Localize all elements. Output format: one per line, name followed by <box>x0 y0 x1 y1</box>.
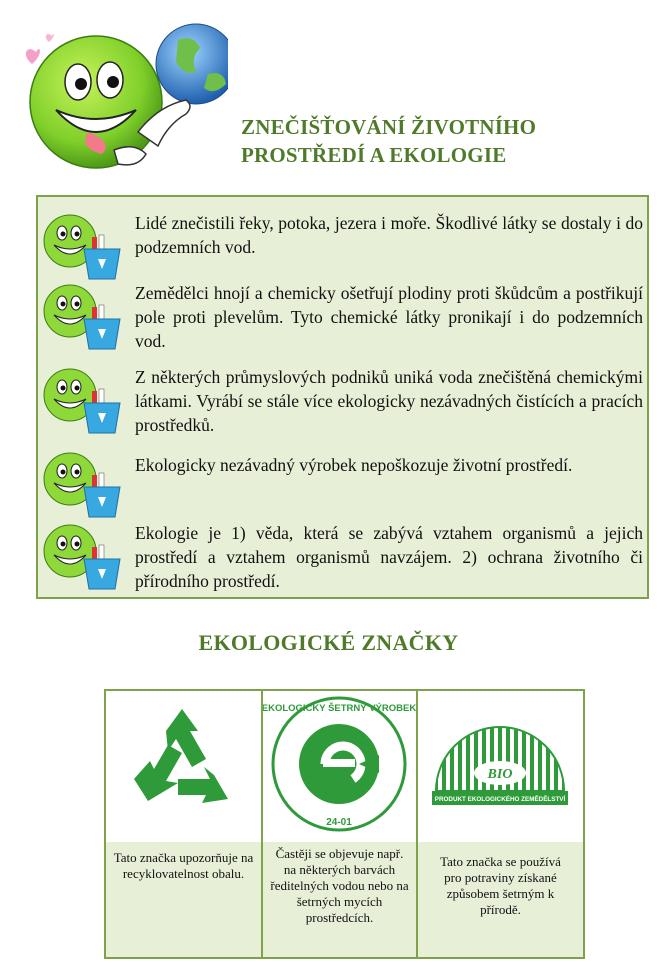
info-text: Lidé znečistili řeky, potoka, jezera i moře. Škodlivé látky se dostaly i do podzemních vod. <box>135 213 643 257</box>
eco-signs-table <box>104 689 585 959</box>
section-title: EKOLOGICKÉ ZNAČKY <box>198 630 459 655</box>
caption-cell <box>418 842 583 957</box>
recycling-symbol-icon <box>106 691 261 841</box>
recycling-smiley-icon <box>42 211 124 281</box>
recycling-smiley-icon <box>42 521 124 591</box>
bio-product-icon <box>418 691 583 841</box>
smiley-globe-illustration <box>18 14 228 174</box>
sign-caption: Častěji se objevuje např. na některých barvách ředitelných vodou nebo na šetrných mycích prostředcích. <box>270 846 409 925</box>
sign-caption: Tato značka se používá pro potraviny získané způsobem šetrným k přírodě. <box>440 854 561 917</box>
logo-cell <box>418 691 583 842</box>
page-title <box>241 113 641 169</box>
bio-logo-caption: PRODUKT EKOLOGICKÉHO ZEMĚDĚLSTVÍ <box>434 796 566 803</box>
eco-logo-number: 24-01 <box>326 817 352 828</box>
page-title-line-2: PROSTŘEDÍ A EKOLOGIE <box>241 143 507 167</box>
recycling-smiley-icon <box>42 449 124 519</box>
recycling-smiley-icon <box>42 365 124 435</box>
recycling-smiley-icon <box>42 281 124 351</box>
info-text: Zemědělci hnojí a chemicky ošetřují plodiny proti škůdcům a postřikují pole proti plevelům. Tyto chemické látky pronikají i do podzemních vod. <box>135 283 643 351</box>
eco-friendly-product-icon <box>263 691 416 841</box>
info-box <box>36 195 649 599</box>
logo-cell <box>263 691 416 842</box>
eco-logo-text: EKOLOGICKY ŠETRNÝ VÝROBEK <box>263 703 416 714</box>
caption-cell <box>263 842 416 957</box>
logo-cell <box>106 691 261 842</box>
info-text: Z některých průmyslových podniků uniká voda znečištěná chemickými látkami. Vyrábí se stále více ekologicky nezávadných čistících a pracích prostředků. <box>135 367 643 435</box>
page-title-line-1: ZNEČIŠŤOVÁNÍ ŽIVOTNÍHO <box>241 115 537 139</box>
info-text: Ekologicky nezávadný výrobek nepoškozuje životní prostředí. <box>135 455 573 475</box>
bio-logo-word: BIO <box>487 767 513 782</box>
sign-caption: Tato značka upozorňuje na recyklovatelnost obalu. <box>113 850 254 881</box>
caption-cell <box>106 842 261 957</box>
info-text: Ekologie je 1) věda, která se zabývá vztahem organismů a jejich prostředí a vztahem organismů navzájem. 2) ochrana životního či přírodního prostředí. <box>135 523 643 591</box>
